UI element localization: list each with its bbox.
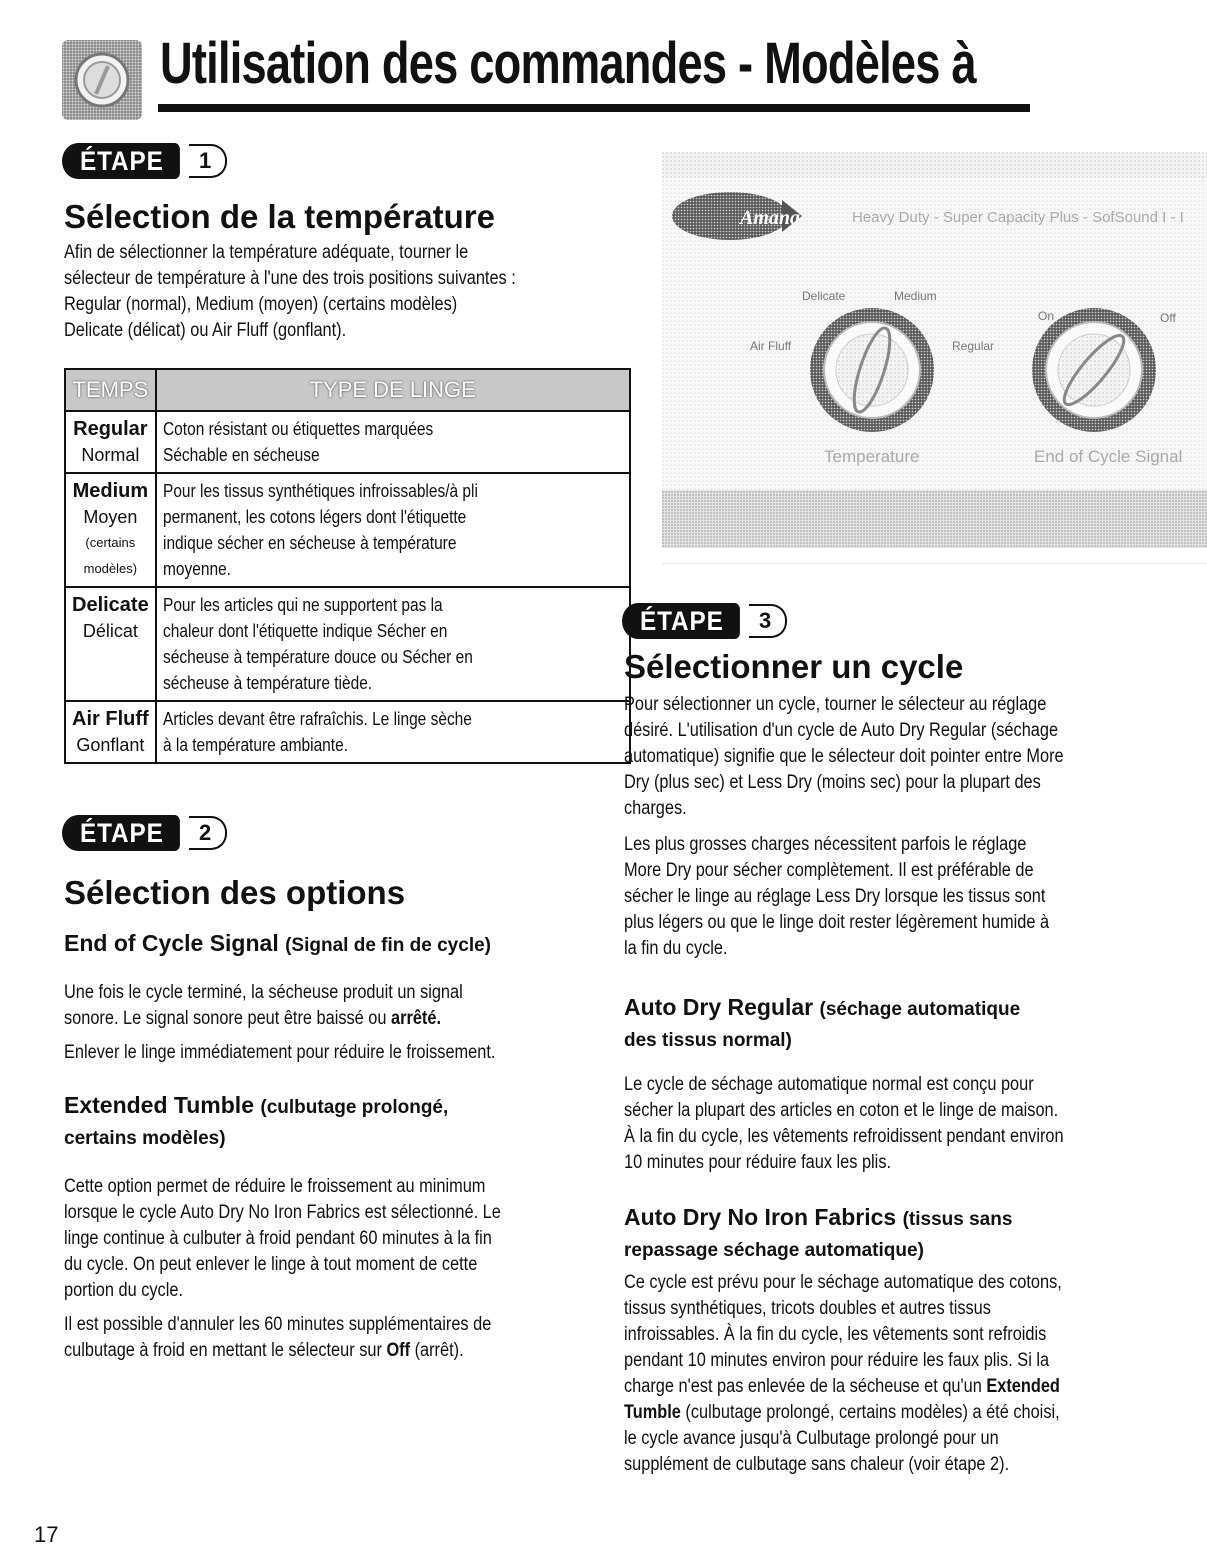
temperature-table <box>64 368 631 764</box>
body-line: tissus synthétiques, tricots doubles et autres tissus <box>624 1298 991 1319</box>
body-line: le cycle avance jusqu'à Culbutage prolongé pour un <box>624 1428 999 1449</box>
body-line: More Dry pour sécher complètement. Il est préférable de <box>624 860 1034 881</box>
step-3-intro <box>624 692 1140 962</box>
bold-term: arrêté. <box>391 1008 442 1029</box>
title-rule <box>158 104 1030 112</box>
auto-dry-no-iron-heading <box>624 1204 1012 1231</box>
body-line: désiré. L'utilisation d'un cycle de Auto Dry Regular (séchage <box>624 720 1059 741</box>
extended-tumble-heading <box>64 1092 448 1119</box>
intro-line: Regular (normal), Medium (moyen) (certains modèles) <box>64 294 458 315</box>
table-row <box>65 411 630 473</box>
temp-desc: chaleur dont l'étiquette indique Sécher en <box>162 621 448 641</box>
temp-name: Delicate <box>72 594 149 616</box>
bold-term: Extended <box>986 1376 1060 1397</box>
temp-sub: Gonflant <box>76 735 145 755</box>
dryer-knob-icon <box>62 40 142 120</box>
body-line: pendant 10 minutes environ pour réduire les faux plis. Si la <box>624 1350 1050 1371</box>
intro-line: sélecteur de température à l'une des trois positions suivantes : <box>64 268 516 289</box>
control-panel-illustration <box>662 152 1207 564</box>
body-line: À la fin du cycle, les vêtements refroidissent pendant environ <box>624 1126 1064 1147</box>
step-badge-label: ÉTAPE <box>622 603 740 639</box>
body-line: sécher la plupart des articles en coton et le linge de maison. <box>624 1100 1059 1121</box>
end-of-cycle-text <box>64 980 580 1066</box>
temp-desc: à la température ambiante. <box>162 735 348 755</box>
body-line: plus légers ou que le linge doit rester légèrement humide à <box>624 912 1050 933</box>
option-subtitle: (culbutage prolongé, <box>260 1097 449 1118</box>
body-line: Dry (plus sec) et Less Dry (moins sec) pour la plupart des <box>624 772 1041 793</box>
column-header-temps: TEMPS <box>65 369 156 411</box>
body-line: Cette option permet de réduire le froissement au minimum <box>64 1176 486 1197</box>
auto-dry-regular-text <box>624 1072 1140 1176</box>
auto-dry-no-iron-text <box>624 1270 1140 1478</box>
intro-line: Delicate (délicat) ou Air Fluff (gonflant). <box>64 320 347 341</box>
page-title: Utilisation des commandes - Modèles à <box>160 31 976 96</box>
temp-desc: sécheuse à température tiède. <box>162 673 372 693</box>
temp-desc: permanent, les cotons légers dont l'étiquette <box>162 507 467 527</box>
step-3-heading: Sélectionner un cycle <box>624 648 964 685</box>
table-row <box>65 473 630 587</box>
body-line: du cycle. On peut enlever le linge à tout moment de cette <box>64 1254 478 1275</box>
step-3-badge <box>622 606 787 636</box>
cycle-title: Auto Dry No Iron Fabrics <box>624 1204 897 1230</box>
end-of-cycle-signal-heading <box>64 930 491 957</box>
table-row <box>65 701 630 763</box>
step-1-badge <box>62 146 227 176</box>
step-1-intro <box>64 240 580 344</box>
body-line: portion du cycle. <box>64 1280 183 1301</box>
signal-label-on: On <box>1038 309 1055 323</box>
body-line: automatique) signifie que le sélecteur doit pointer entre More <box>624 746 1064 767</box>
body-line: supplément de culbutage sans chaleur (voir étape 2). <box>624 1454 1010 1475</box>
intro-line: Afin de sélectionner la température adéquate, tourner le <box>64 242 469 263</box>
option-title: Extended Tumble <box>64 1092 254 1118</box>
temp-name: Regular <box>73 418 148 440</box>
auto-dry-regular-subheading: des tissus normal) <box>624 1030 792 1051</box>
column-header-type: TYPE DE LINGE <box>156 369 630 411</box>
temp-name: Medium <box>72 480 149 502</box>
auto-dry-regular-heading <box>624 994 1020 1021</box>
temp-sub: Délicat <box>82 621 138 641</box>
temp-desc: sécheuse à température douce ou Sécher en <box>162 647 473 667</box>
body-line: Une fois le cycle terminé, la sécheuse produit un signal <box>64 982 463 1003</box>
body-line: Enlever le linge immédiatement pour réduire le froissement. <box>64 1042 496 1063</box>
temperature-caption: Temperature <box>824 447 920 466</box>
extended-tumble-subheading: certains modèles) <box>64 1128 226 1149</box>
body-line: lorsque le cycle Auto Dry No Iron Fabrics est sélectionné. Le <box>64 1202 501 1223</box>
temp-desc: Pour les tissus synthétiques infroissables/à pli <box>162 481 478 501</box>
option-subtitle: (Signal de fin de cycle) <box>285 935 491 956</box>
signal-caption: End of Cycle Signal <box>1034 447 1183 466</box>
temp-desc: Séchable en sécheuse <box>162 445 320 465</box>
body-line: charge n'est pas enlevée de la sécheuse et qu'un <box>624 1376 982 1397</box>
cycle-subtitle: (séchage automatique <box>819 999 1021 1020</box>
body-line: culbutage à froid en mettant le sélecteur sur <box>64 1340 382 1361</box>
step-2-badge <box>62 818 227 848</box>
body-line: sonore. Le signal sonore peut être baissé ou <box>64 1008 387 1029</box>
body-line: charges. <box>624 798 687 819</box>
step-number: 3 <box>749 604 787 638</box>
brand-text: Amana <box>740 207 801 229</box>
temp-desc: Articles devant être rafraîchis. Le linge sèche <box>162 709 472 729</box>
bold-term: Off <box>386 1340 411 1361</box>
temp-desc: Pour les articles qui ne supportent pas la <box>162 595 443 615</box>
signal-label-off: Off <box>1160 311 1176 325</box>
temp-label-air-fluff: Air Fluff <box>750 339 792 353</box>
temperature-knob <box>810 308 934 432</box>
temp-sub: Moyen <box>83 507 138 527</box>
temp-label-regular: Regular <box>952 339 995 353</box>
temp-desc: moyenne. <box>162 559 231 579</box>
body-line: Le cycle de séchage automatique normal est conçu pour <box>624 1074 1034 1095</box>
body-line: infroissables. À la fin du cycle, les vêtements sont refroidis <box>624 1324 1047 1345</box>
cycle-subtitle: (tissus sans <box>902 1209 1013 1230</box>
temp-label-medium: Medium <box>894 289 937 303</box>
temp-desc: Coton résistant ou étiquettes marquées <box>162 419 433 439</box>
extended-tumble-text <box>64 1174 580 1364</box>
body-line: 10 minutes pour réduire faux les plis. <box>624 1152 892 1173</box>
step-number: 1 <box>189 144 227 178</box>
page-number: 17 <box>34 1522 59 1547</box>
step-number: 2 <box>189 816 227 850</box>
temp-sub: (certains <box>85 535 136 550</box>
cycle-title: Auto Dry Regular <box>624 994 814 1020</box>
body-line: Il est possible d'annuler les 60 minutes supplémentaires de <box>64 1314 492 1335</box>
bold-term: Tumble <box>624 1402 681 1423</box>
body-line: sécher le linge au réglage Less Dry lorsque les tissus sont <box>624 886 1046 907</box>
option-title: End of Cycle Signal <box>64 930 279 956</box>
signal-knob <box>1032 308 1156 432</box>
temp-name: Air Fluff <box>72 708 149 730</box>
body-line: Les plus grosses charges nécessitent parfois le réglage <box>624 834 1027 855</box>
table-row <box>65 587 630 701</box>
body-line: (culbutage prolongé, certains modèles) a été choisi, <box>685 1402 1060 1423</box>
step-2-heading: Sélection des options <box>64 874 406 911</box>
model-line: Heavy Duty - Super Capacity Plus - SofSound I - I <box>852 209 1184 226</box>
temp-desc: indique sécher en sécheuse à température <box>162 533 457 553</box>
body-line: Pour sélectionner un cycle, tourner le sélecteur au réglage <box>624 694 1047 715</box>
temp-label-delicate: Delicate <box>802 289 846 303</box>
body-line: linge continue à culbuter à froid pendant 60 minutes à la fin <box>64 1228 492 1249</box>
body-line: Ce cycle est prévu pour le séchage automatique des cotons, <box>624 1272 1062 1293</box>
step-badge-label: ÉTAPE <box>62 815 180 851</box>
table-header-row <box>65 369 630 411</box>
temp-sub: modèles) <box>83 561 138 576</box>
body-line: la fin du cycle. <box>624 938 728 959</box>
body-line: (arrêt). <box>414 1340 464 1361</box>
step-badge-label: ÉTAPE <box>62 143 180 179</box>
auto-dry-no-iron-subheading: repassage séchage automatique) <box>624 1240 924 1261</box>
temp-sub: Normal <box>81 445 140 465</box>
step-1-heading: Sélection de la température <box>64 198 495 235</box>
